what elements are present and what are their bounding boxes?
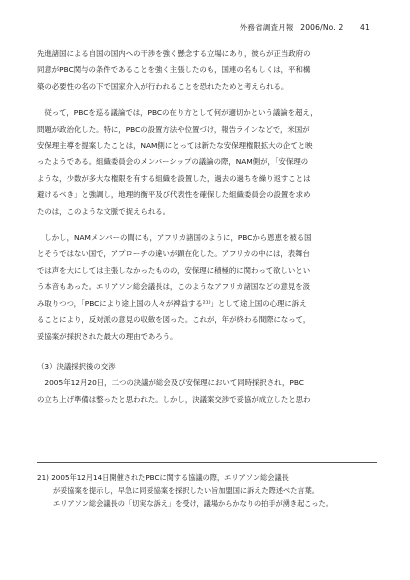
text-line: ような，少数が多大な権限を有する組織を設置した，過去の過ちを繰り返すことは [37, 173, 311, 183]
text-line: 妥協案が採択された最大の理由であろう。 [37, 331, 178, 341]
text-line: では声を大にしては主張しなかったものの，安保理に積極的に関わって欲しいとい [37, 265, 311, 275]
text-line: たのは，このような文脈で捉えられる。 [37, 206, 171, 216]
paragraph-2 [37, 105, 377, 220]
issue-number: 2006/No. 2 [300, 23, 344, 32]
text-line: み取りつつ，「PBCにより途上国の人々が裨益する²¹⁾」として途上国の心理に訴え [37, 298, 307, 308]
text-line: 先進諸国による自国の国内への干渉を強く懸念する立場にあり，彼らが正当政府の [37, 49, 311, 58]
main-text [37, 46, 377, 408]
text-line: う本音もあった。エリアソン総会議長は，このようなアフリカ諸国などの意見を汲 [37, 282, 311, 292]
text-line: 2005年12月20日，二つの決議が総会及び安保理において同時採択され，PBC [37, 378, 304, 388]
section-heading: （3）決議採択後の交渉 [37, 361, 116, 371]
text-line: ったようである。組織委員会のメンバーシップの議論の際，NAM側が，「安保理の [37, 157, 309, 167]
paragraph-4 [37, 375, 377, 408]
footnote-divider [37, 462, 377, 463]
text-line: ることにより，反対派の意見の収斂を図った。これが，年が終わる間際になって， [37, 315, 311, 325]
text-line: 避けるべき」と強調し，地理的衡平及び代表性を確保した組織委員会の設置を求め [37, 190, 311, 200]
footnote [37, 471, 382, 510]
text-line: 問題が政治化した。特に，PBCの設置方法や位置づけ，報告ラインなどで，米国が [37, 124, 310, 134]
journal-title: 外務省調査月報 [239, 23, 294, 32]
page-header [236, 22, 370, 33]
footnote-line: エリアソン総会議長の「切実な訴え」を受け，議場からかなりの拍手が湧き起こった。 [53, 499, 333, 508]
text-line: とそうではない国で，アプローチの違いが顕在化した。アフリカの中には，表舞台 [37, 249, 310, 259]
text-line: の立ち上げ準備は整ったと思われた。しかし，決議案交渉で妥協が成立したと思わ [37, 394, 311, 404]
paragraph-3 [37, 230, 377, 345]
text-line: 安保理主導を提案したことは，NAM側にとっては新たな安保理権限拡大の企てと映 [37, 141, 313, 151]
text-line: 同意がPBC関与の条件であることを強く主張したのも，国連の名もしくは，平和構 [37, 65, 311, 75]
page-number: 41 [360, 23, 370, 32]
text-line: 築の必要性の名の下で国家介入が行われることを恐れたためと考えられる。 [37, 81, 289, 91]
footnote-line: が妥協案を提示し，早急に同妥協案を採択したい旨加盟国に訴えた際述べた言葉。 [53, 486, 319, 495]
text-line: しかし，NAMメンバーの間にも，アフリカ諸国のように，PBCから恩恵を被る国 [37, 233, 312, 243]
paragraph-1 [37, 46, 377, 95]
text-line: 従って，PBCを巡る議論では，PBCの在り方として何が適切かという議論を超え， [37, 108, 318, 118]
footnote-line: 21) 2005年12月14日開催されたPBCに関する協議の際，エリアソン総会議長 [37, 473, 289, 482]
